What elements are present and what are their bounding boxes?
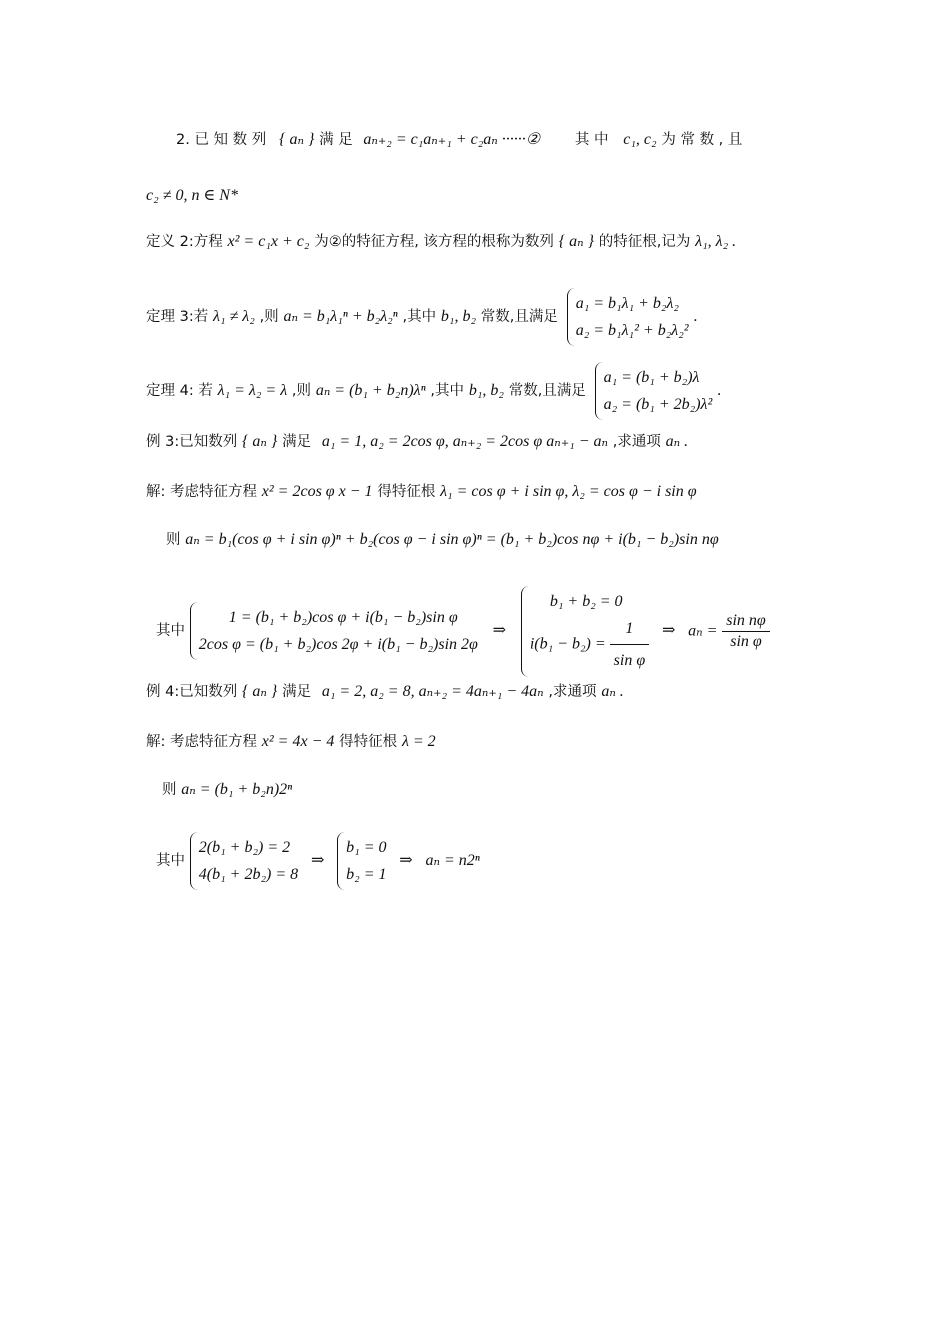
sol3-roots: λ₁ = cos φ + i sin φ, λ₂ = cos φ − i sin φ	[440, 483, 697, 500]
sol3-fraction-1: $\frac{1}{\text{sin φ}}$	[610, 615, 650, 674]
ex4-seq: { aₙ }	[242, 683, 278, 700]
p2-consts: c₁, c₂	[623, 131, 657, 148]
sol3-an: aₙ = b₁(cos φ + i sin φ)ⁿ + b₂(cos φ − i sin φ)ⁿ = (b₁ + b₂)cos nφ + i(b₁ − b₂)sin nφ	[185, 531, 719, 548]
sol4-arrow-1: ⇒	[310, 852, 325, 870]
p2-cond: c₂ ≠ 0, n ∈ N*	[146, 187, 238, 204]
sol3-sysB-row1: b₁ + b₂ = 0	[549, 593, 623, 610]
def2-tail: 的特征根,记为	[598, 234, 691, 250]
thm4-formula: aₙ = (b₁ + b₂n)λⁿ	[315, 382, 426, 400]
p2-seq: { aₙ }	[279, 131, 315, 148]
solution-3-line1	[146, 484, 697, 500]
sol3-arrow-2: ⇒	[661, 622, 676, 640]
solution-4-system	[156, 832, 480, 890]
sol4-result: aₙ = n2ⁿ	[425, 852, 480, 870]
thm4-b: b₁, b₂	[468, 382, 504, 400]
thm4-then: ,则	[291, 383, 312, 400]
ex3-satisfy: 满足	[282, 434, 312, 450]
p2-formula: aₙ₊₂ = c₁aₙ₊₁ + c₂aₙ ······②	[363, 131, 541, 148]
thm3-b: b₁, b₂	[440, 308, 477, 326]
ex3-ask: ,求通项	[612, 434, 661, 450]
thm3-where: ,其中	[402, 309, 437, 326]
thm3-sys-row1: a₁ = b₁λ₁ + b₂λ₂	[575, 295, 679, 312]
sol3-then: 则	[166, 532, 181, 548]
sol4-an: aₙ = (b₁ + b₂n)2ⁿ	[181, 781, 293, 798]
thm3-sys-row2: a₂ = b₁λ₁² + b₂λ₂²	[575, 322, 689, 340]
thm3-system	[567, 288, 689, 346]
sol3-roots-label: 得特征根	[377, 484, 436, 500]
example-4	[146, 684, 624, 700]
ex3-cond: a₁ = 1, a₂ = 2cos φ, aₙ₊₂ = 2cos φ aₙ₊₁ − aₙ	[321, 433, 608, 450]
ex4-an: aₙ .	[601, 683, 624, 700]
p2-where: 其 中	[574, 132, 609, 148]
ex3-an: aₙ .	[665, 433, 689, 450]
def2-mid: 为②的特征方程, 该方程的根称为数列	[314, 234, 554, 250]
example-3	[146, 434, 688, 450]
sol4-where: 其中	[156, 852, 185, 869]
ex4-ask: ,求通项	[548, 684, 597, 700]
ex3-seq: { aₙ }	[242, 433, 278, 450]
sol3-eq: x² = 2cos φ x − 1	[261, 483, 373, 500]
theorem-3: 定理 3:若 λ₁ ≠ λ₂ ,则 aₙ = b₁λ₁ⁿ + b₂λ₂ⁿ ,其中 b₁, b₂ 常数,且满足 a₁ = b₁λ₁ + b₂λ₂ a₂ = b₁λ₁² + b₂λ₂² .	[146, 288, 697, 346]
thm4-label: 定理 4: 若	[146, 383, 213, 400]
sol4-sysB-row1: b₁ = 0	[346, 839, 387, 856]
ex4-label: 例 4:已知数列	[146, 684, 238, 700]
sol3-sysA-row2: 2cos φ = (b₁ + b₂)cos 2φ + i(b₁ − b₂)sin 2φ	[198, 636, 478, 654]
sol3-label: 解: 考虑特征方程	[146, 484, 257, 500]
def2-label: 定义 2:方程	[146, 234, 223, 250]
def2-seq: { aₙ }	[558, 233, 594, 250]
sol4-sysA-row2: 4(b₁ + 2b₂) = 8	[198, 866, 299, 884]
thm3-then: ,则	[259, 309, 279, 326]
sol4-arrow-2: ⇒	[399, 852, 413, 870]
solution-3-line2	[166, 532, 719, 548]
sol4-label: 解: 考虑特征方程	[146, 734, 257, 750]
sol3-result-fraction: $\frac{\text{sin nφ}}{\text{sin φ}}$	[722, 613, 770, 650]
ex3-label: 例 3:已知数列	[146, 434, 238, 450]
p2-tail: 为 常 数 , 且	[661, 132, 743, 148]
sol3-where: 其中	[156, 623, 185, 640]
thm4-tail: 常数,且满足	[508, 383, 586, 400]
definition-2	[146, 234, 736, 250]
thm4-cond: λ₁ = λ₂ = λ	[217, 382, 288, 400]
solution-4-line2	[162, 782, 292, 798]
sol4-system-a	[190, 832, 298, 890]
sol4-sysB-row2: b₂ = 1	[346, 866, 387, 884]
solution-4-line1	[146, 734, 436, 750]
def2-roots: λ₁, λ₂ .	[695, 233, 737, 250]
p2-satisfy: 满 足	[319, 132, 358, 148]
thm4-sys-row1: a₁ = (b₁ + b₂)λ	[603, 369, 700, 386]
def2-eq: x² = c₁x + c₂	[227, 233, 310, 250]
sol4-roots: λ = 2	[401, 733, 436, 750]
ex4-cond: a₁ = 2, a₂ = 8, aₙ₊₂ = 4aₙ₊₁ − 4aₙ	[321, 683, 544, 700]
sol3-arrow-1: ⇒	[492, 622, 507, 640]
paragraph-2-line1	[176, 132, 742, 148]
thm3-cond: λ₁ ≠ λ₂	[213, 308, 255, 326]
theorem-4: 定理 4: 若 λ₁ = λ₂ = λ ,则 aₙ = (b₁ + b₂n)λⁿ ,其中 b₁, b₂ 常数,且满足 a₁ = (b₁ + b₂)λ a₂ = (b₁ + 2b₂)λ² .	[146, 362, 721, 420]
sol3-sysB-row2: i(b₁ − b₂) = $\frac{1}{\text{sin φ}}$	[530, 615, 649, 674]
p2-head: 2. 已 知 数 列	[176, 132, 267, 148]
sol3-system-a	[190, 602, 478, 660]
sol3-system-b	[521, 586, 649, 677]
sol3-result-left: aₙ =	[688, 622, 718, 640]
sol4-sysA-row1: 2(b₁ + b₂) = 2	[198, 839, 291, 856]
thm3-formula: aₙ = b₁λ₁ⁿ + b₂λ₂ⁿ	[283, 308, 398, 326]
thm4-where: ,其中	[430, 383, 465, 400]
sol4-roots-label: 得特征根	[339, 734, 398, 750]
sol4-system-b	[337, 832, 386, 890]
thm4-sys-row2: a₂ = (b₁ + 2b₂)λ²	[603, 396, 713, 414]
sol3-sysA-row1: 1 = (b₁ + b₂)cos φ + i(b₁ − b₂)sin φ	[228, 609, 458, 627]
thm4-system	[595, 362, 713, 420]
sol4-then: 则	[162, 782, 177, 798]
sol4-eq: x² = 4x − 4	[261, 733, 335, 750]
thm3-label: 定理 3:若	[146, 309, 209, 326]
thm3-tail: 常数,且满足	[480, 309, 558, 326]
solution-3-system	[156, 586, 770, 677]
paragraph-2-line2	[146, 188, 238, 204]
ex4-satisfy: 满足	[282, 684, 312, 700]
